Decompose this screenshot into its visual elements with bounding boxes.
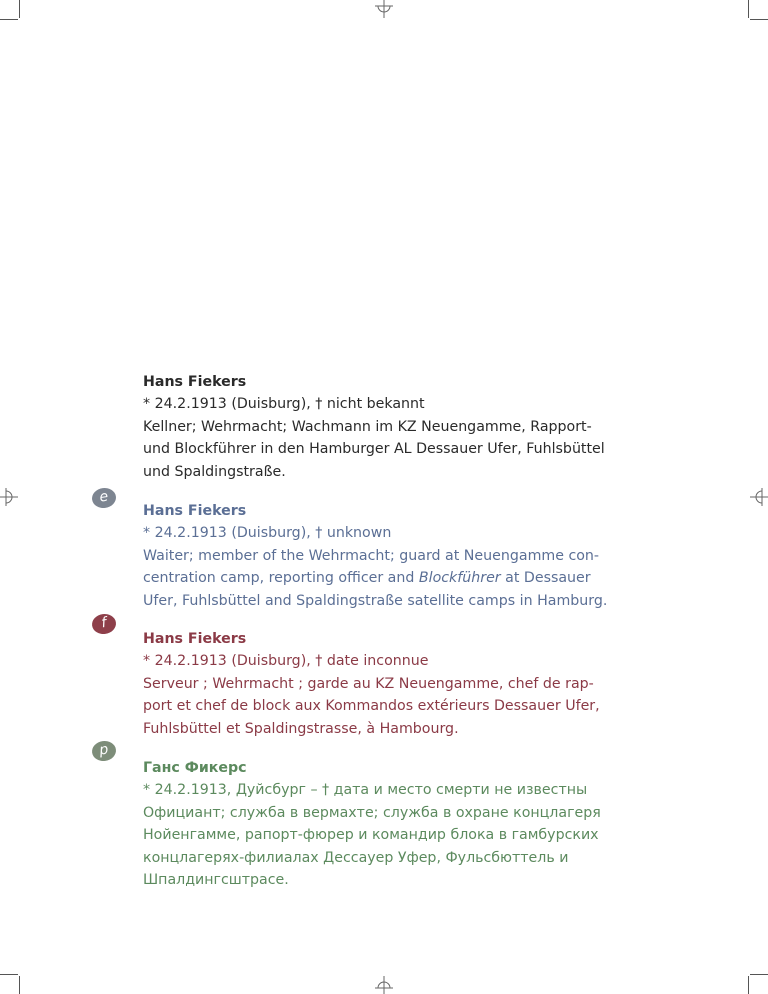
entry-text-segment: centration camp, reporting officer and: [143, 570, 419, 587]
entry-text-line: port et chef de block aux Kommandos extérieurs Dessauer Ufer,: [143, 698, 600, 715]
crop-mark-bottom-left-vertical: [19, 976, 20, 994]
entry-dates: * 24.2.1913 (Duisburg), † date inconnue: [143, 653, 429, 670]
language-badge-french: f: [91, 612, 118, 635]
registration-mark-right: [750, 488, 768, 506]
crop-mark-top-right-horizontal: [750, 19, 768, 20]
crop-mark-top-left-horizontal: [0, 19, 18, 20]
language-badge-english: e: [91, 486, 118, 509]
crop-mark-bottom-left-horizontal: [0, 974, 18, 975]
crop-mark-bottom-right-vertical: [748, 976, 749, 994]
entry-text-line: Fuhlsbüttel et Spaldingstrasse, à Hambourg.: [143, 720, 459, 737]
entry-dates: * 24.2.1913 (Duisburg), † nicht bekannt: [143, 396, 425, 413]
registration-mark-left: [0, 488, 18, 506]
entry-text-line: und Blockführer in den Hamburger AL Dessauer Ufer, Fuhlsbüttel: [143, 441, 605, 458]
italic-term: Blockführer: [418, 570, 501, 587]
crop-mark-bottom-right-horizontal: [750, 974, 768, 975]
entry-name: Ганс Фикерс: [143, 760, 247, 776]
entry-name: Hans Fiekers: [143, 631, 247, 647]
entry-german: [143, 371, 603, 483]
entry-dates: * 24.2.1913 (Duisburg), † unknown: [143, 525, 392, 542]
entry-text-line: Шпалдингсштрасе.: [143, 872, 289, 889]
entry-text-line: Официант; служба в вермахте; служба в охране концлагеря: [143, 804, 601, 821]
entry-text-line: Kellner; Wehrmacht; Wachmann im KZ Neuengamme, Rapport-: [143, 418, 592, 435]
crop-mark-top-left-vertical: [19, 0, 20, 18]
entry-text-line: Нойенгамме, рапорт-фюрер и командир блока в гамбурских: [143, 827, 599, 844]
entry-french: [143, 628, 603, 740]
entry-text-line: [143, 567, 603, 589]
entry-text-line: Serveur ; Wehrmacht ; garde au KZ Neuengamme, chef de rap-: [143, 675, 594, 692]
entry-text-segment: at Dessauer: [500, 570, 591, 587]
entry-russian: [143, 757, 603, 891]
registration-mark-top: [375, 0, 393, 18]
entry-text-line: концлагерях-филиалах Дессауер Уфер, Фульсбюттель и: [143, 849, 569, 866]
crop-mark-top-right-vertical: [748, 0, 749, 18]
entry-name: Hans Fiekers: [143, 374, 247, 390]
entry-name: Hans Fiekers: [143, 503, 247, 519]
entry-dates: * 24.2.1913, Дуйсбург – † дата и место смерти не известны: [143, 782, 588, 799]
entry-text-line: Ufer, Fuhlsbüttel and Spaldingstraße satellite camps in Hamburg.: [143, 592, 608, 609]
entry-text-line: und Spaldingstraße.: [143, 463, 286, 480]
language-badge-russian: p: [91, 739, 118, 762]
entry-english: [143, 500, 608, 612]
registration-mark-bottom: [375, 976, 393, 994]
entry-text-line: Waiter; member of the Wehrmacht; guard at Neuengamme con-: [143, 547, 600, 564]
